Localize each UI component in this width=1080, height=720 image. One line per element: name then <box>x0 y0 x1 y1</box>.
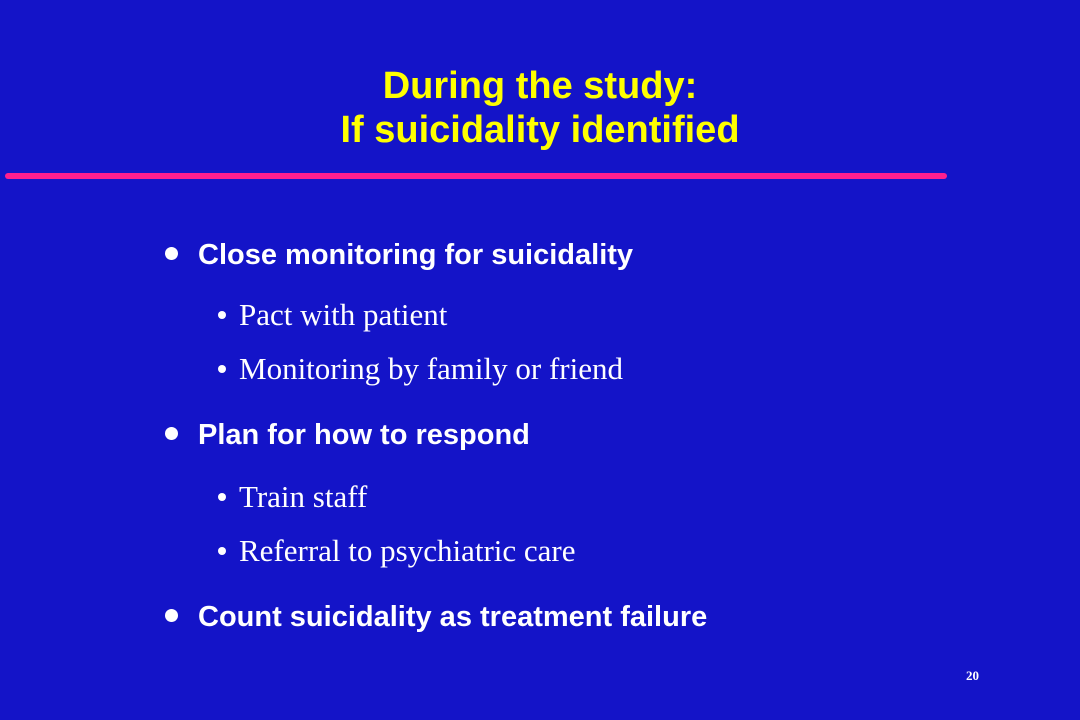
bullet-text: Plan for how to respond <box>198 419 530 451</box>
sub-bullet-text: Train staff <box>239 479 368 514</box>
bullet-count-failure <box>165 600 707 634</box>
sub-bullet-text: Monitoring by family or friend <box>239 351 623 386</box>
bullet-text: Close monitoring for suicidality <box>198 239 634 271</box>
sub-bullet-train-staff <box>218 479 367 515</box>
title-divider <box>5 173 947 179</box>
sub-bullet-text: Pact with patient <box>239 297 448 332</box>
bullet-dot-icon <box>165 609 178 622</box>
sub-bullet-dot-icon <box>218 365 226 373</box>
sub-bullet-dot-icon <box>218 311 226 319</box>
bullet-close-monitoring <box>165 238 633 272</box>
bullet-plan-respond <box>165 418 530 452</box>
title-line-1: During the study: <box>382 65 698 107</box>
sub-bullet-dot-icon <box>218 493 226 501</box>
sub-bullet-pact <box>218 297 447 333</box>
sub-bullet-text: Referral to psychiatric care <box>239 533 576 568</box>
bullet-text: Count suicidality as treatment failure <box>198 601 708 633</box>
title-line-2: If suicidality identified <box>340 109 740 151</box>
bullet-dot-icon <box>165 427 178 440</box>
sub-bullet-dot-icon <box>218 547 226 555</box>
slide-title <box>0 64 1080 152</box>
page-number: 20 <box>966 668 979 683</box>
sub-bullet-referral <box>218 533 576 569</box>
sub-bullet-monitoring-family <box>218 351 623 387</box>
bullet-dot-icon <box>165 247 178 260</box>
